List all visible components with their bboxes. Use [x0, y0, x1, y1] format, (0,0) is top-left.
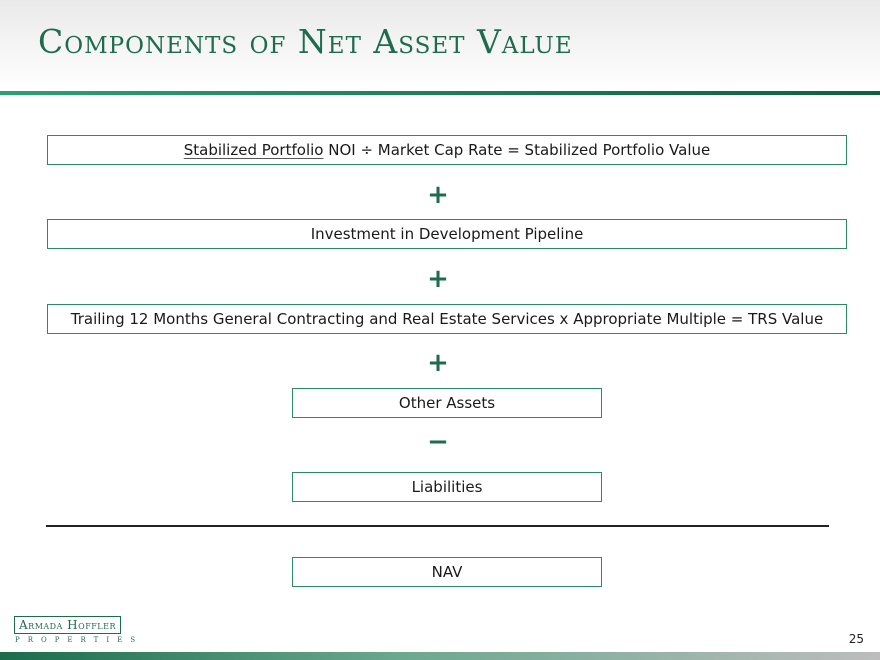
development-pipeline-box: Investment in Development Pipeline	[47, 219, 847, 249]
other-assets-box: Other Assets	[292, 388, 602, 418]
stabilized-portfolio-formula: NOI ÷ Market Cap Rate = Stabilized Portfolio Value	[323, 141, 711, 159]
logo-wordmark: Armada Hoffler	[14, 616, 121, 634]
minus-icon: −	[427, 427, 449, 457]
header-rule	[0, 91, 880, 95]
logo-subtitle: PROPERTIES	[15, 636, 144, 644]
nav-result-box: NAV	[292, 557, 602, 587]
page-number: 25	[848, 632, 864, 646]
stabilized-portfolio-link-text: Stabilized Portfolio	[183, 141, 324, 159]
equals-divider	[46, 525, 829, 527]
liabilities-box: Liabilities	[292, 472, 602, 502]
plus-icon: +	[427, 264, 449, 294]
trs-value-box: Trailing 12 Months General Contracting and Real Estate Services x Appropriate Multiple = TRS Value	[47, 304, 847, 334]
plus-icon: +	[427, 180, 449, 210]
company-logo	[14, 614, 143, 644]
footer-bar	[0, 652, 880, 660]
slide-title: Components of Net Asset Value	[38, 22, 573, 61]
plus-icon: +	[427, 348, 449, 378]
stabilized-portfolio-box	[47, 135, 847, 165]
